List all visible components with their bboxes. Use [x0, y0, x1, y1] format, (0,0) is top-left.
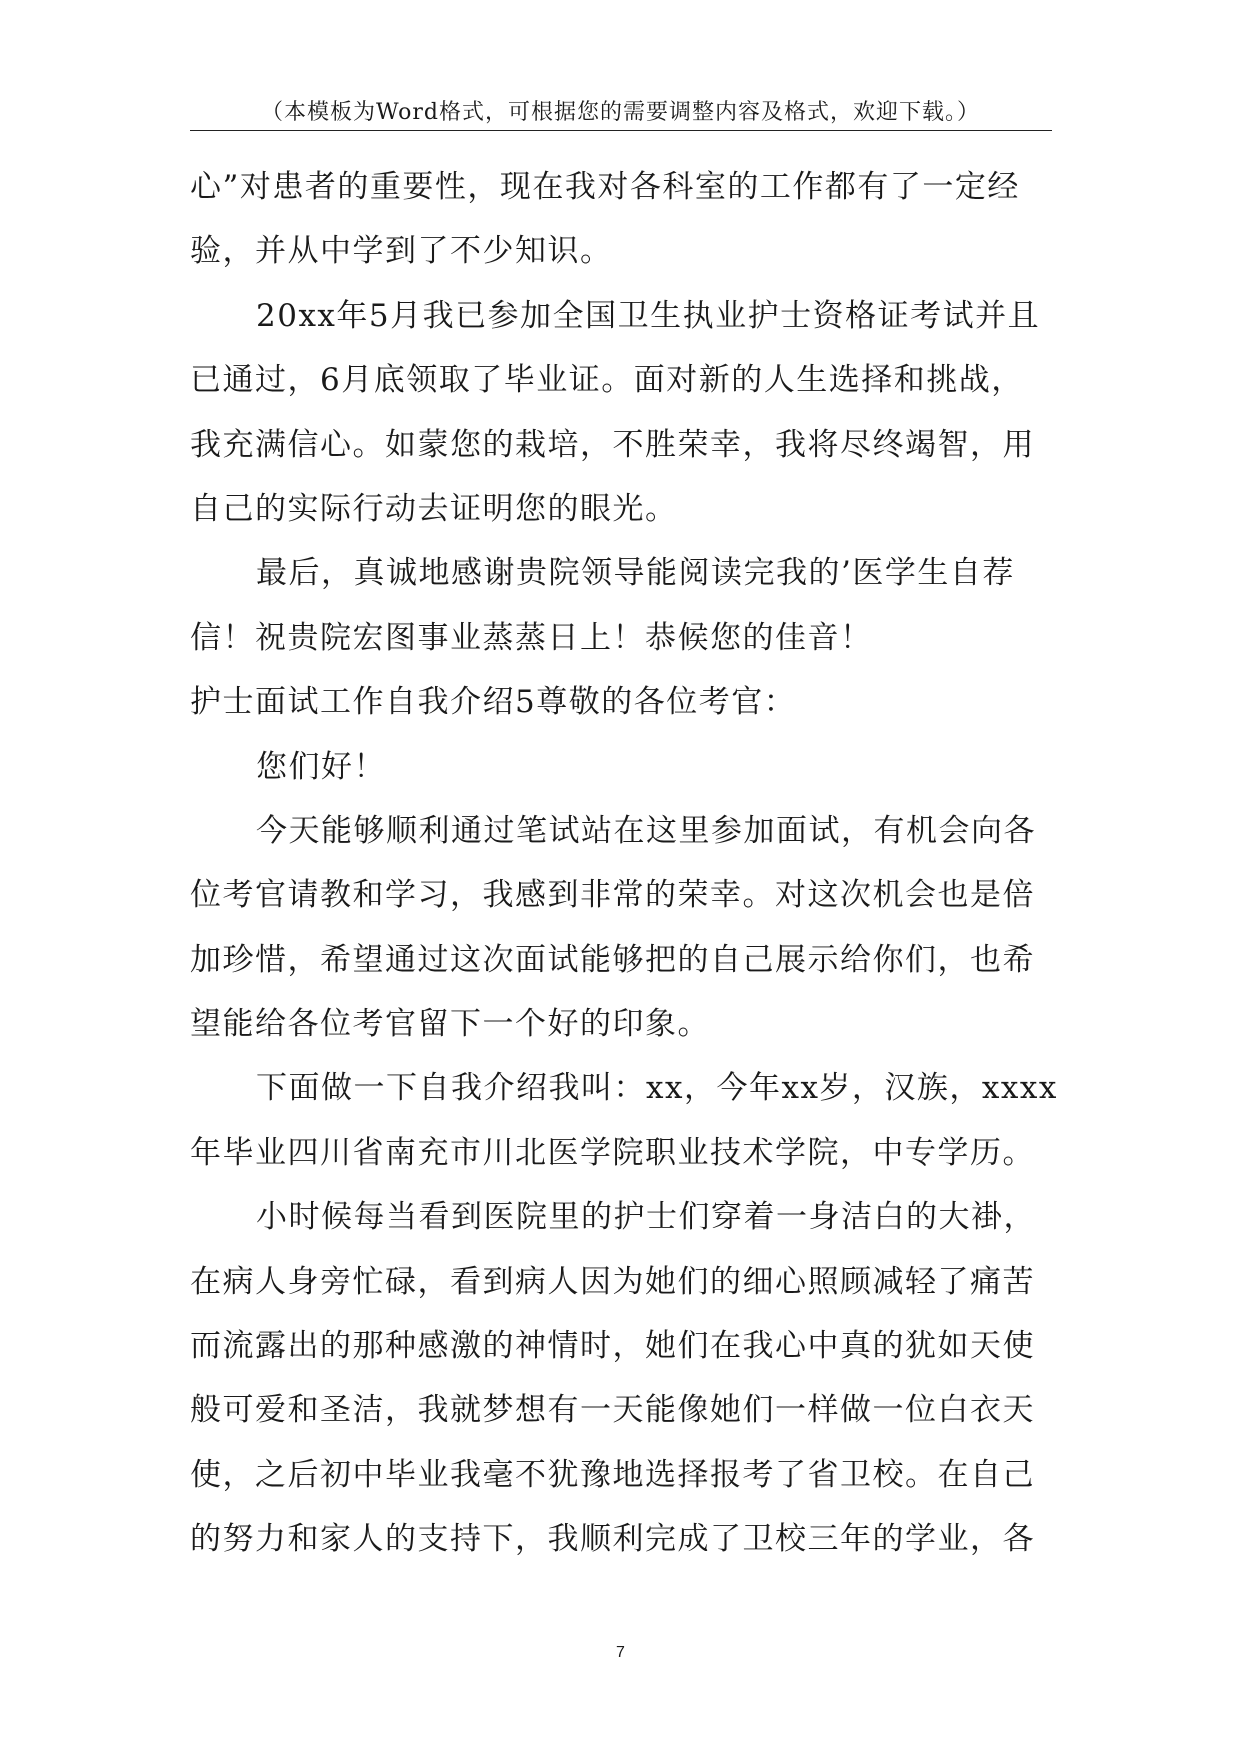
text-line: 最后，真诚地感谢贵院领导能阅读完我的’医学生自荐	[256, 555, 1015, 592]
text-line: 小时候每当看到医院里的护士们穿着一身洁白的大褂，	[256, 1199, 1036, 1236]
header-divider	[190, 130, 1052, 131]
page-number: 7	[616, 1644, 625, 1661]
text-line: 下面做一下自我介绍我叫：xx，今年xx岁，汉族，xxxx	[256, 1070, 1058, 1107]
text-line: 位考官请教和学习，我感到非常的荣幸。对这次机会也是倍	[190, 877, 1035, 914]
text-line: 心”对患者的重要性，现在我对各科室的工作都有了一定经	[190, 169, 1020, 205]
text-line: 使，之后初中毕业我毫不犹豫地选择报考了省卫校。在自己	[190, 1456, 1035, 1493]
text-line: 已通过，6月底领取了毕业证。面对新的人生选择和挑战，	[190, 362, 1024, 399]
text-line: 今天能够顺利通过笔试站在这里参加面试，有机会向各	[256, 812, 1036, 849]
text-line: 您们好！	[256, 748, 386, 785]
text-line: 在病人身旁忙碌，看到病人因为她们的细心照顾减轻了痛苦	[190, 1263, 1035, 1300]
document-body	[190, 155, 1062, 1572]
page-header-note: （本模板为Word格式，可根据您的需要调整内容及格式，欢迎下载。）	[261, 100, 980, 125]
text-line: 自己的实际行动去证明您的眼光。	[190, 490, 678, 527]
text-line: 20xx年5月我已参加全国卫生执业护士资格证考试并且	[256, 297, 1041, 334]
text-line: 望能给各位考官留下一个好的印象。	[190, 1006, 710, 1043]
text-line: 而流露出的那种感激的神情时，她们在我心中真的犹如天使	[190, 1328, 1035, 1365]
text-line: 的努力和家人的支持下，我顺利完成了卫校三年的学业，各	[190, 1521, 1035, 1558]
text-line: 般可爱和圣洁，我就梦想有一天能像她们一样做一位白衣天	[190, 1392, 1035, 1429]
text-line: 加珍惜，希望通过这次面试能够把的自己展示给你们，也希	[190, 941, 1035, 978]
text-line: 我充满信心。如蒙您的栽培，不胜荣幸，我将尽终竭智，用	[190, 426, 1035, 463]
text-line: 信！祝贵院宏图事业蒸蒸日上！恭候您的佳音！	[190, 619, 873, 656]
text-line: 年毕业四川省南充市川北医学院职业技术学院，中专学历。	[190, 1134, 1035, 1171]
section-heading: 护士面试工作自我介绍5尊敬的各位考官：	[190, 684, 797, 721]
text-line: 验，并从中学到了不少知识。	[190, 233, 613, 270]
